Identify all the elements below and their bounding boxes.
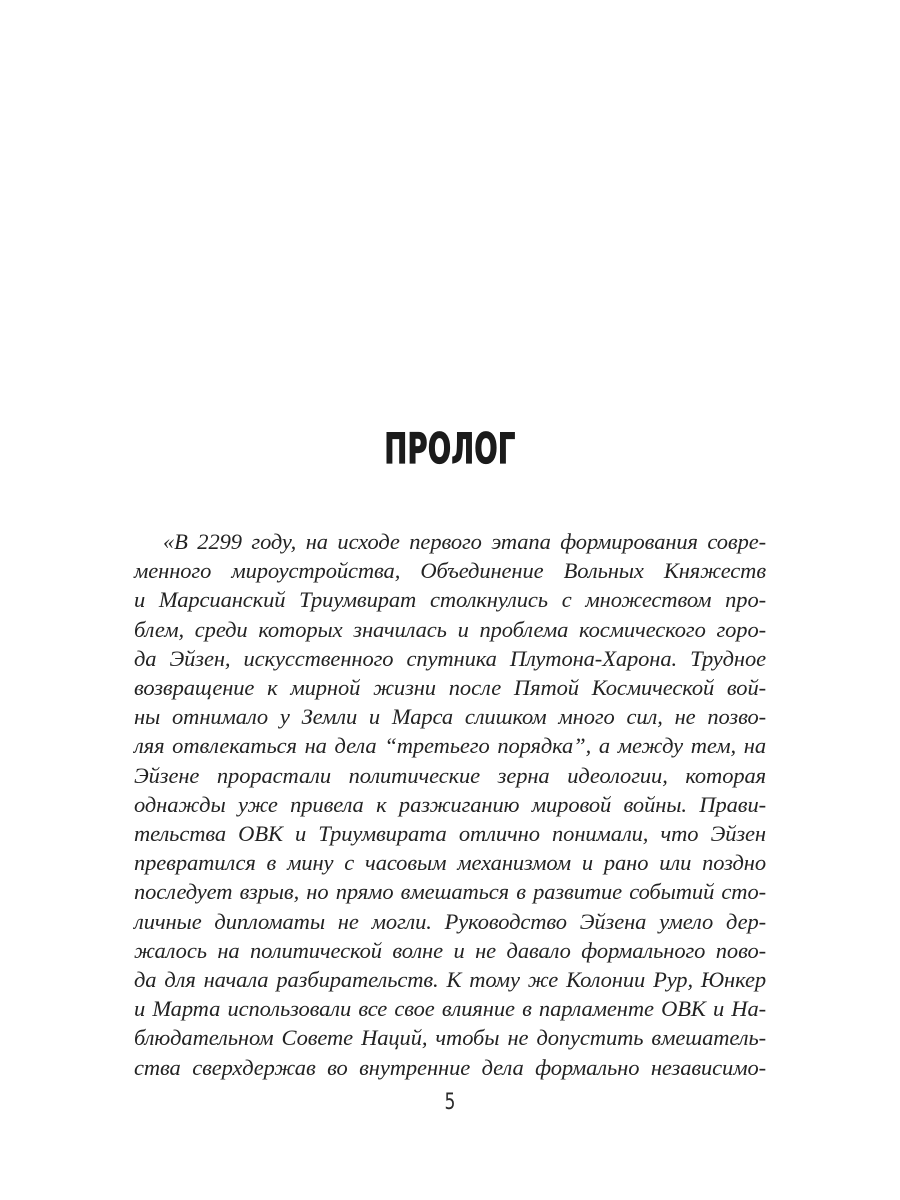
paragraph-line: и Марсианский Триумвират столкнулись с множеством про- — [134, 587, 766, 613]
page-number-value: 5 — [444, 1090, 456, 1115]
paragraph-line: жалось на политической волне и не давало формального пово- — [134, 937, 766, 963]
prologue-paragraph — [134, 527, 766, 1082]
paragraph-line: и Марта использовали все свое влияние в парламенте ОВК и На- — [134, 996, 766, 1022]
paragraph-line: ны отнимало у Земли и Марса слишком много сил, не позво- — [134, 704, 766, 730]
chapter-title-text: ПРОЛОГ — [384, 424, 516, 473]
paragraph-line: Эйзене прорастали политические зерна идеологии, которая — [134, 762, 766, 788]
paragraph-line: тельства ОВК и Триумвирата отлично понимали, что Эйзен — [134, 821, 766, 847]
paragraph-line: да Эйзен, искусственного спутника Плутона-Харона. Трудное — [134, 645, 766, 671]
paragraph-line: менного мироустройства, Объединение Вольных Княжеств — [134, 558, 766, 584]
paragraph-line: «В 2299 году, на исходе первого этапа формирования совре- — [163, 529, 766, 554]
paragraph-line: ляя отвлекаться на дела “третьего порядка”, а между тем, на — [134, 733, 766, 759]
paragraph-line: последует взрыв, но прямо вмешаться в развитие событий сто- — [134, 879, 766, 905]
page-number — [0, 1090, 900, 1115]
paragraph-line: да для начала разбирательств. К тому же Колонии Рур, Юнкер — [134, 967, 766, 993]
paragraph-line: превратился в мину с часовым механизмом и рано или поздно — [134, 850, 766, 876]
paragraph-line: блем, среди которых значилась и проблема космического горо- — [134, 616, 766, 642]
paragraph-line: блюдательном Совете Наций, чтобы не допустить вмешатель- — [134, 1025, 766, 1051]
paragraph-line: возвращение к мирной жизни после Пятой Космической вой- — [134, 675, 766, 701]
paragraph-line: однажды уже привела к разжиганию мировой войны. Прави- — [134, 791, 766, 817]
paragraph-line: личные дипломаты не могли. Руководство Эйзена умело дер- — [134, 908, 766, 934]
paragraph-line: ства сверхдержав во внутренние дела формально независимо- — [134, 1054, 766, 1080]
chapter-title — [0, 426, 900, 472]
